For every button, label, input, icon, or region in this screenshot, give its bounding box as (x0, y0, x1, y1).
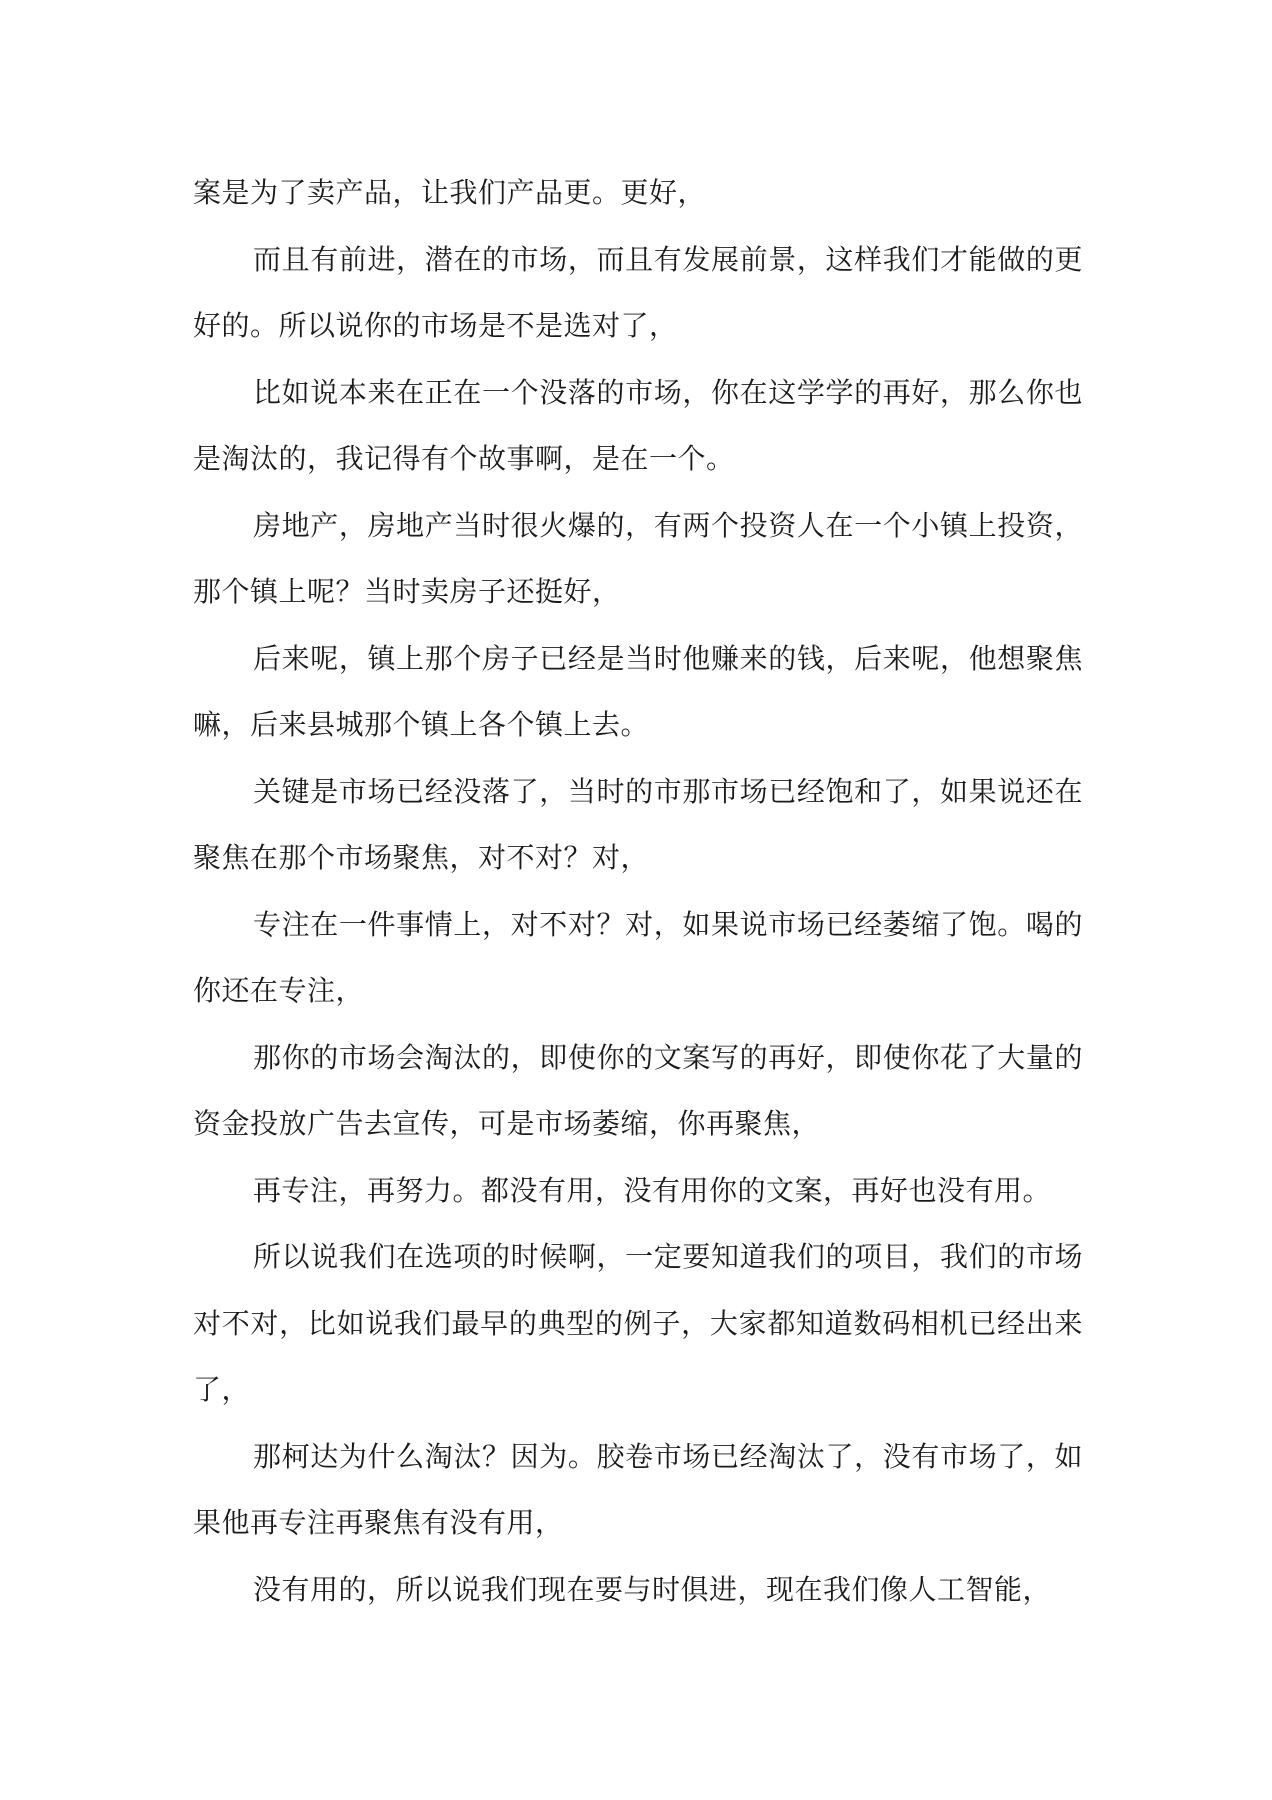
paragraph-3: 比如说本来在正在一个没落的市场，你在这学学的再好，那么你也是淘汰的，我记得有个故事啊，是在一个。 (193, 375, 1083, 475)
paragraph-10: 所以说我们在选项的时候啊，一定要知道我们的项目，我们的市场对不对，比如说我们最早的典型的例子，大家都知道数码相机已经出来了， (193, 1240, 1083, 1406)
paragraph-6: 关键是市场已经没落了，当时的市那市场已经饱和了，如果说还在聚焦在那个市场聚焦，对不对？对， (193, 774, 1083, 874)
paragraph-11: 那柯达为什么淘汰？因为。胶卷市场已经淘汰了，没有市场了，如果他再专注再聚焦有没有用， (193, 1439, 1083, 1539)
body-text (193, 160, 1083, 1623)
paragraph-2: 而且有前进，潜在的市场，而且有发展前景，这样我们才能做的更好的。所以说你的市场是不是选对了， (193, 242, 1083, 342)
paragraph-5: 后来呢，镇上那个房子已经是当时他赚来的钱，后来呢，他想聚焦嘛，后来县城那个镇上各个镇上去。 (193, 641, 1083, 741)
paragraph-9: 再专注，再努力。都没有用，没有用你的文案，再好也没有用。 (253, 1173, 1052, 1207)
paragraph-12: 没有用的，所以说我们现在要与时俱进，现在我们像人工智能， (253, 1572, 1052, 1606)
paragraph-4: 房地产，房地产当时很火爆的，有两个投资人在一个小镇上投资，那个镇上呢？当时卖房子还挺好， (193, 508, 1083, 608)
paragraph-7: 专注在一件事情上，对不对？对，如果说市场已经萎缩了饱。喝的你还在专注， (193, 907, 1083, 1007)
paragraph-1: 案是为了卖产品，让我们产品更。更好， (193, 176, 707, 209)
paragraph-8: 那你的市场会淘汰的，即使你的文案写的再好，即使你花了大量的资金投放广告去宣传，可是市场萎缩，你再聚焦， (193, 1040, 1083, 1140)
